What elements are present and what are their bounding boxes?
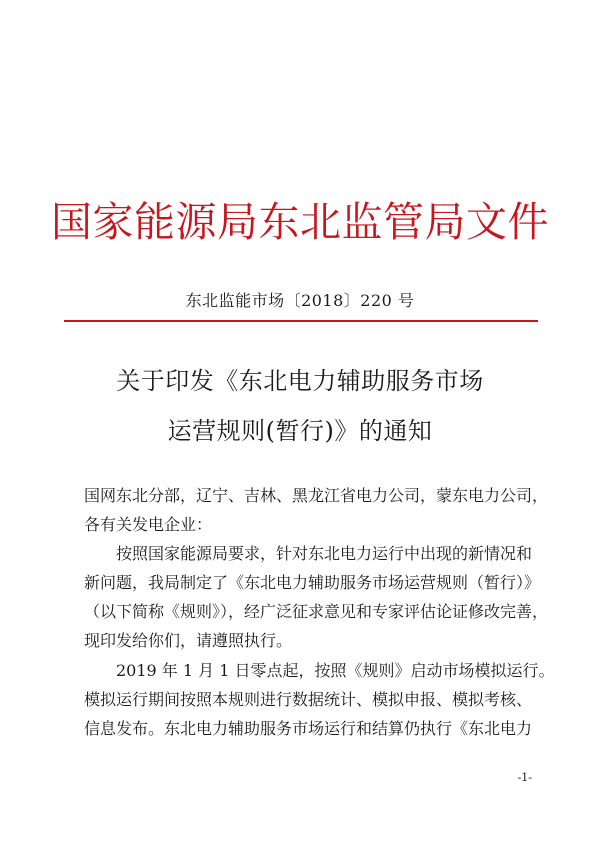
paragraph-line: 现印发给你们，请遵照执行。 [84, 631, 293, 650]
paragraph-line: 按照国家能源局要求，针对东北电力运行中出现的新情况和 [116, 544, 533, 563]
addressee [84, 481, 549, 539]
document-number: 东北监能市场〔2018〕220 号 [185, 291, 415, 310]
paragraph-line: 新问题，我局制定了《东北电力辅助服务市场运营规则（暂行）》 [84, 573, 541, 592]
paragraph-line: 信息发布。东北电力辅助服务市场运行和结算仍执行《东北电力 [84, 719, 533, 738]
page-number: -1- [517, 771, 532, 784]
paragraph-line: 2019 年 1 月 1 日零点起，按照《规则》启动市场模拟运行。 [116, 661, 555, 680]
paragraph-line: 模拟运行期间按照本规则进行数据统计、模拟申报、模拟考核、 [84, 690, 533, 709]
issuer-header: 国家能源局东北监管局文件 [51, 198, 549, 246]
body-paragraph-2 [84, 656, 555, 743]
body-paragraph-1 [84, 539, 549, 655]
addressee-line: 各有关发电企业： [84, 515, 213, 534]
document-title-line-2: 运营规则(暂行)》的通知 [167, 417, 433, 445]
red-divider [64, 320, 538, 322]
document-title-line-1: 关于印发《东北电力辅助服务市场 [116, 367, 484, 395]
addressee-line: 国网东北分部，辽宁、吉林、黑龙江省电力公司，蒙东电力公司， [84, 486, 549, 505]
paragraph-line: （以下简称《规则》），经广泛征求意见和专家评估论证修改完善， [84, 602, 549, 621]
